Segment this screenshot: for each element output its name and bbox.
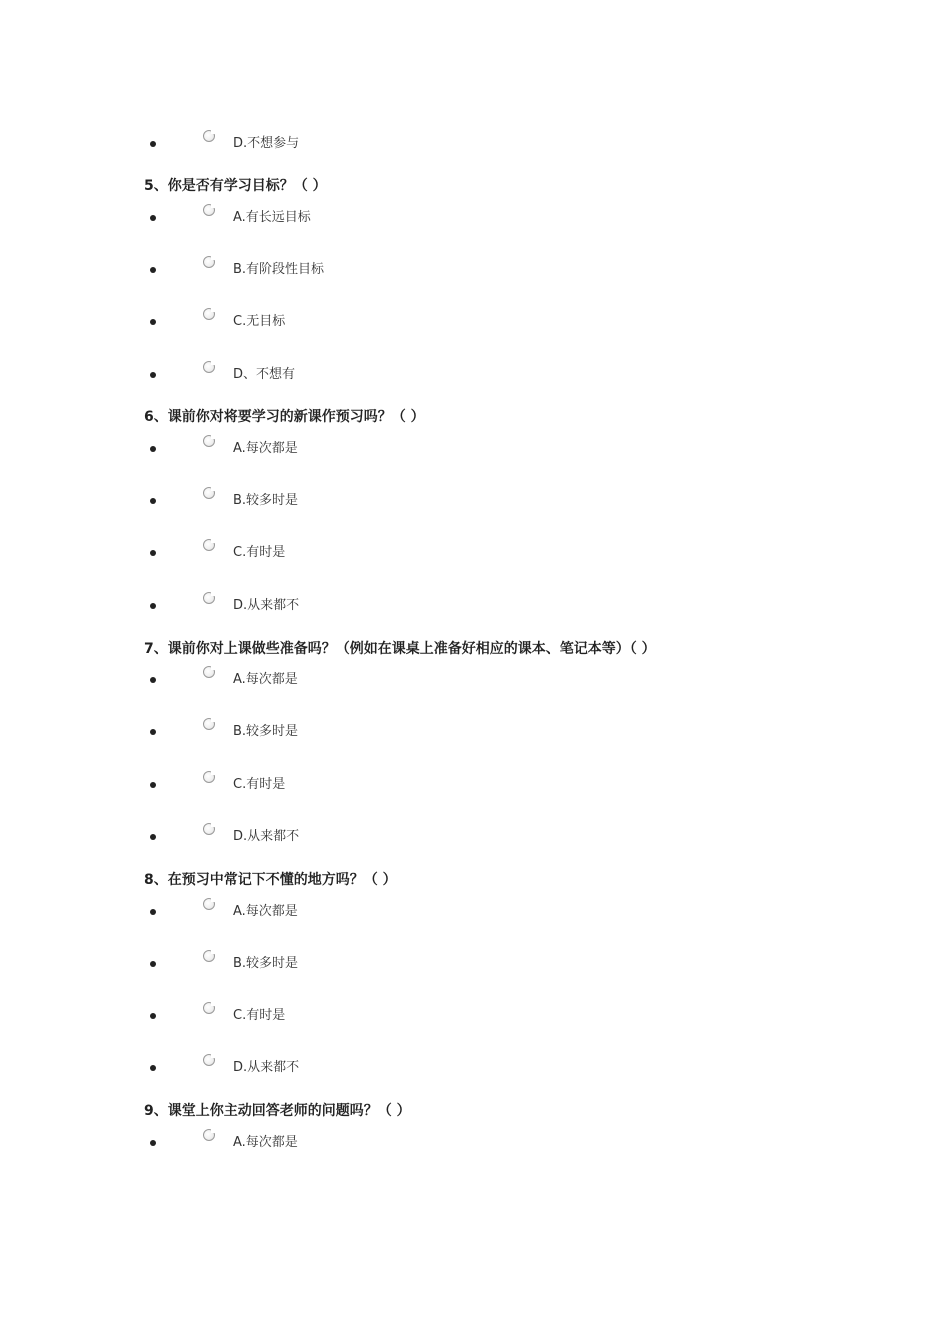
radio-button[interactable] [203,256,215,268]
option-row[interactable] [0,823,900,853]
option-row[interactable] [0,204,900,234]
radio-button[interactable] [203,308,215,320]
list-bullet [150,267,156,273]
question-8-title: 8、在预习中常记下不懂的地方吗？（ ） [144,872,397,888]
option-label[interactable]: C.有时是 [233,1008,286,1023]
radio-button[interactable] [203,1054,215,1066]
radio-button[interactable] [203,487,215,499]
list-bullet [150,319,156,325]
option-row[interactable] [0,898,900,928]
list-bullet [150,961,156,967]
option-label[interactable]: B.较多时是 [233,956,299,971]
list-bullet [150,1140,156,1146]
radio-button[interactable] [203,1129,215,1141]
list-bullet [150,677,156,683]
option-label[interactable]: A.每次都是 [233,904,298,919]
question-7-title: 7、课前你对上课做些准备吗？（例如在课桌上准备好相应的课本、笔记本等）（ ） [144,641,656,657]
option-label[interactable]: D.从来都不 [233,829,300,844]
option-row[interactable] [0,539,900,569]
radio-button[interactable] [203,898,215,910]
radio-button[interactable] [203,204,215,216]
option-row[interactable] [0,487,900,517]
option-label[interactable]: D.从来都不 [233,1060,300,1075]
list-bullet [150,446,156,452]
list-bullet [150,782,156,788]
option-row[interactable] [0,1129,900,1159]
option-row[interactable] [0,592,900,622]
radio-button[interactable] [203,130,215,142]
radio-button[interactable] [203,666,215,678]
list-bullet [150,1065,156,1071]
option-label[interactable]: D.不想参与 [233,136,300,151]
radio-button[interactable] [203,592,215,604]
radio-button[interactable] [203,823,215,835]
option-label[interactable]: C.有时是 [233,777,286,792]
radio-button[interactable] [203,435,215,447]
option-label[interactable]: A.每次都是 [233,441,298,456]
option-label[interactable]: C.有时是 [233,545,286,560]
option-row[interactable] [0,361,900,391]
option-row[interactable] [0,308,900,338]
option-row[interactable] [0,666,900,696]
question-6-title: 6、课前你对将要学习的新课作预习吗？（ ） [144,409,425,425]
list-bullet [150,215,156,221]
list-bullet [150,729,156,735]
option-label[interactable]: B.较多时是 [233,493,299,508]
list-bullet [150,141,156,147]
option-row[interactable] [0,1002,900,1032]
radio-button[interactable] [203,1002,215,1014]
option-label[interactable]: A.有长远目标 [233,210,311,225]
option-label[interactable]: D.从来都不 [233,598,300,613]
option-label[interactable]: C.无目标 [233,314,286,329]
question-9-title: 9、课堂上你主动回答老师的问题吗？（ ） [144,1103,411,1119]
list-bullet [150,550,156,556]
radio-button[interactable] [203,771,215,783]
radio-button[interactable] [203,361,215,373]
list-bullet [150,909,156,915]
list-bullet [150,498,156,504]
option-row[interactable] [0,718,900,748]
question-5-title: 5、你是否有学习目标？（ ） [144,178,327,194]
radio-button[interactable] [203,539,215,551]
list-bullet [150,372,156,378]
radio-button[interactable] [203,718,215,730]
list-bullet [150,1013,156,1019]
option-row[interactable] [0,950,900,980]
option-row[interactable] [0,1054,900,1084]
option-label[interactable]: A.每次都是 [233,672,298,687]
option-label[interactable]: B.有阶段性目标 [233,262,325,277]
option-label[interactable]: B.较多时是 [233,724,299,739]
option-label[interactable]: A.每次都是 [233,1135,298,1150]
list-bullet [150,834,156,840]
list-bullet [150,603,156,609]
option-row[interactable] [0,771,900,801]
radio-button[interactable] [203,950,215,962]
option-label[interactable]: D、不想有 [233,367,296,382]
option-row[interactable] [0,256,900,286]
option-row[interactable] [0,130,900,160]
option-row[interactable] [0,435,900,465]
